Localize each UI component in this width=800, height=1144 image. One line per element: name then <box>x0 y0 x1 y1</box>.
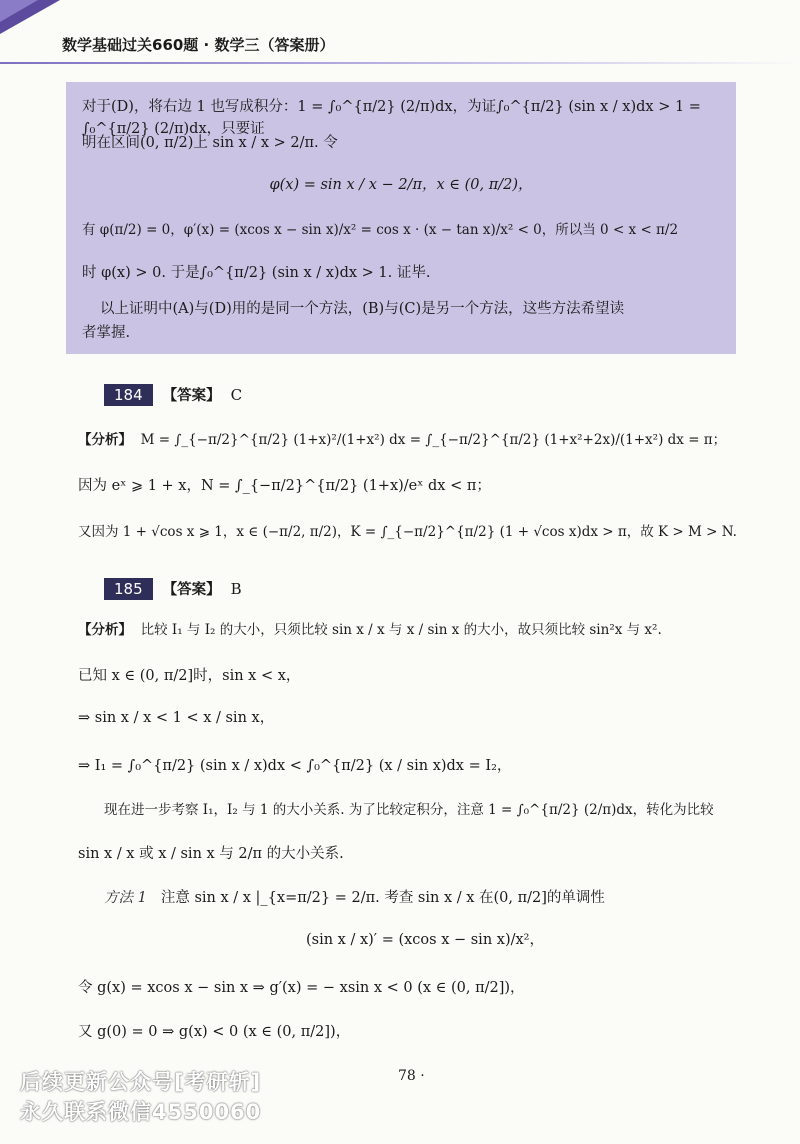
analysis-185-line-6: sin x / x 或 x / sin x 与 2/π 的大小关系. <box>78 846 344 862</box>
answer-header-185 <box>104 578 760 600</box>
analysis-184-line-3: 又因为 1 + √cos x ⩾ 1，x ∈ (−π/2, π/2)，K = ∫_{−π/2}^{π/2} (1 + √cos x)dx > π，故 K > M > N. <box>78 524 737 540</box>
header-rule <box>0 62 800 64</box>
corner-decoration-inner <box>0 0 38 22</box>
analysis-184-text-1: M = ∫_{−π/2}^{π/2} (1+x)²/(1+x²) dx = ∫_{−π/2}^{π/2} (1+x²+2x)/(1+x²) dx = π； <box>140 432 727 448</box>
analysis-184-line-1 <box>78 428 760 448</box>
analysis-185-line-3: ⇒ sin x / x < 1 < x / sin x， <box>78 710 275 726</box>
analysis-185-line-4: ⇒ I₁ = ∫₀^{π/2} (sin x / x)dx < ∫₀^{π/2} (x / sin x)dx = I₂， <box>78 758 512 774</box>
analysis-185-text-7: 注意 sin x / x |_{x=π/2} = 2/π. 考查 sin x / x 在(0, π/2]的单调性 <box>160 890 605 906</box>
answer-tag-185: 【答案】 <box>162 582 221 598</box>
box-line-2: 明在区间(0, π/2)上 sin x / x > 2/π. 令 <box>82 135 338 151</box>
header-title: 数学基础过关660题 · 数学三（答案册） <box>62 36 335 54</box>
box-line-7: 者掌握. <box>82 325 131 341</box>
question-number-184: 184 <box>104 384 153 406</box>
analysis-185-line-5: 现在进一步考察 I₁，I₂ 与 1 的大小关系. 为了比较定积分，注意 1 = ∫₀^{π/2} (2/π)dx，转化为比较 <box>104 802 714 818</box>
box-line-4: 有 φ(π/2) = 0，φ′(x) = (xcos x − sin x)/x² = cos x · (x − tan x)/x² < 0，所以当 0 < x < π/2 <box>82 222 679 238</box>
analysis-185-text-1: 比较 I₁ 与 I₂ 的大小，只须比较 sin x / x 与 x / sin x 的大小，故只须比较 sin²x 与 x². <box>140 622 662 638</box>
analysis-185-line-7 <box>104 886 760 907</box>
analysis-185-line-9: 令 g(x) = xcos x − sin x ⇒ g′(x) = − xsin x < 0 (x ∈ (0, π/2])， <box>78 980 525 996</box>
analysis-tag-185: 【分析】 <box>78 622 132 638</box>
proof-box <box>66 82 736 354</box>
question-number-185: 185 <box>104 578 153 600</box>
analysis-185-line-2: 已知 x ∈ (0, π/2]时，sin x < x， <box>78 668 301 684</box>
box-line-5: 时 φ(x) > 0. 于是∫₀^{π/2} (sin x / x)dx > 1. 证毕. <box>82 265 431 281</box>
analysis-185-line-1 <box>78 618 760 638</box>
method-label: 方法 1 <box>104 890 147 906</box>
answer-tag-184: 【答案】 <box>162 388 221 404</box>
analysis-185-line-10: 又 g(0) = 0 ⇒ g(x) < 0 (x ∈ (0, π/2])， <box>78 1024 351 1040</box>
analysis-tag-184: 【分析】 <box>78 432 132 448</box>
box-line-6: 以上证明中(A)与(D)用的是同一个方法，(B)与(C)是另一个方法，这些方法希望读 <box>100 301 625 317</box>
page-number: 78 · <box>398 1068 425 1084</box>
watermark-line-2: 永久联系微信4550060 <box>20 1100 262 1124</box>
analysis-184-line-2: 因为 eˣ ⩾ 1 + x，N = ∫_{−π/2}^{π/2} (1+x)/eˣ dx < π； <box>78 478 491 494</box>
answer-value-185: B <box>230 580 242 598</box>
analysis-185-line-8: (sin x / x)′ = (xcos x − sin x)/x²， <box>306 932 544 948</box>
box-line-3: φ(x) = sin x / x − 2/π，x ∈ (0, π/2)， <box>269 177 533 193</box>
box-line-1: 对于(D)，将右边 1 也写成积分：1 = ∫₀^{π/2} (2/π)dx，为证∫₀^{π/2} (sin x / x)dx > 1 = ∫₀^{π/2} (2/π)dx，只要证 <box>82 99 701 138</box>
watermark-line-1: 后续更新公众号[考研斩] <box>20 1070 262 1094</box>
answer-value-184: C <box>230 386 243 404</box>
answer-header-184 <box>104 384 760 406</box>
